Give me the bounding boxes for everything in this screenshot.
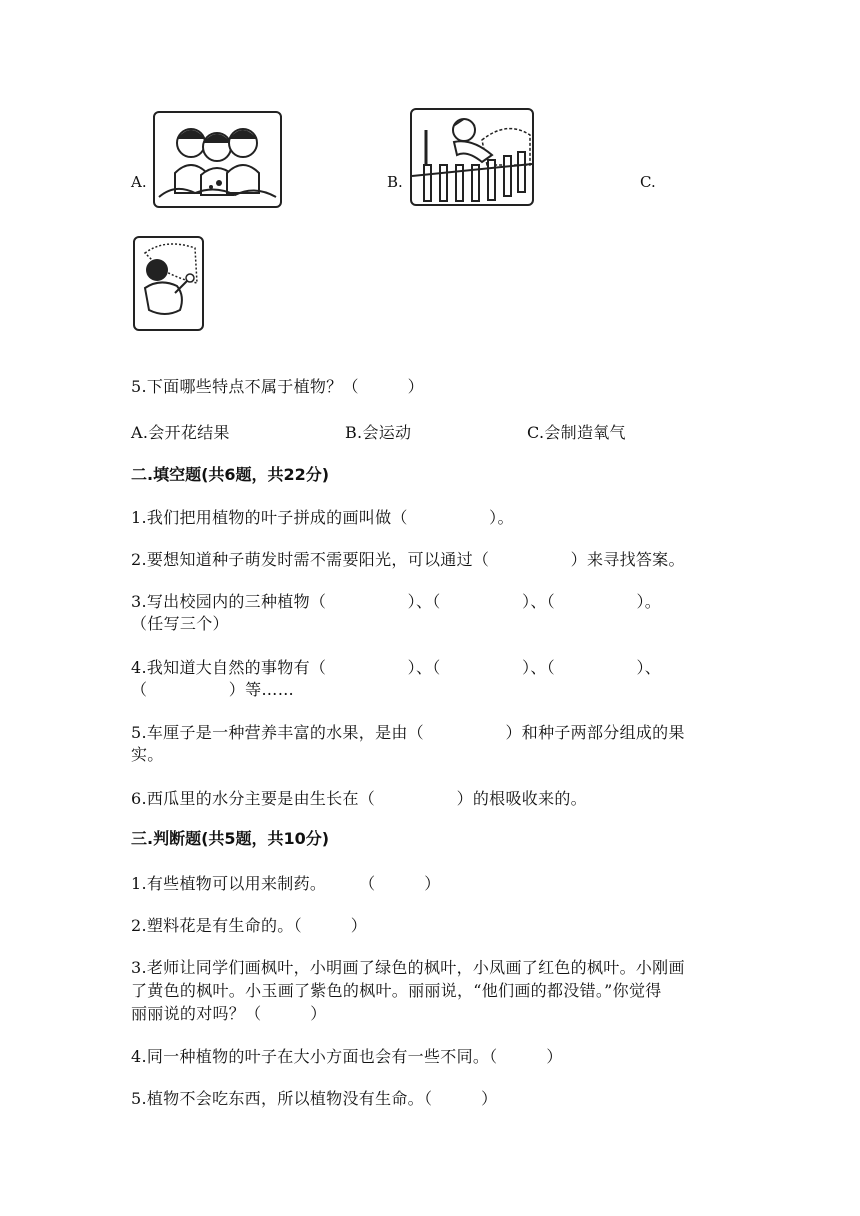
choice-q5-option-a: A.会开花结果: [131, 423, 230, 442]
choice-q5-stem: 5.下面哪些特点不属于植物？（ ）: [131, 377, 424, 396]
option-c-label: C.: [640, 173, 656, 191]
choice-q5-option-b: B.会运动: [345, 423, 412, 442]
fill-item-5-continued: 实。: [131, 745, 164, 764]
children-observing-picture: [153, 111, 282, 208]
child-smelling-flower-picture: [133, 236, 204, 331]
fill-item-4: 4.我知道大自然的事物有（ ）、（ ）、（ ）、: [131, 658, 662, 677]
woman-at-fence-illustration: [412, 110, 532, 204]
option-b-label: B.: [387, 173, 403, 191]
judge-item-3-line2: 了黄色的枫叶。小玉画了紫色的枫叶。丽丽说，“他们画的都没错。”你觉得: [131, 981, 662, 1000]
judge-item-3: 3.老师让同学们画枫叶，小明画了绿色的枫叶，小凤画了红色的枫叶。小刚画: [131, 958, 685, 977]
children-observing-illustration: [155, 113, 280, 206]
judge-item-1: 1.有些植物可以用来制药。 （ ）: [131, 874, 441, 893]
fill-item-2: 2.要想知道种子萌发时需不需要阳光，可以通过（ ）来寻找答案。: [131, 550, 685, 569]
judge-item-3-line3: 丽丽说的对吗？（ ）: [131, 1004, 327, 1023]
judge-item-2: 2.塑料花是有生命的。（ ）: [131, 916, 368, 935]
woman-at-fence-picture: [410, 108, 534, 206]
fill-item-4-continued: （ ）等……: [131, 680, 295, 699]
judge-item-4: 4.同一种植物的叶子在大小方面也会有一些不同。（ ）: [131, 1047, 563, 1066]
fill-item-3: 3.写出校园内的三种植物（ ）、（ ）、（ ）。: [131, 592, 662, 611]
fill-item-3-continued: （任写三个）: [131, 614, 229, 633]
judge-section-heading: 三.判断题(共5题，共10分): [131, 829, 330, 848]
choice-q5-option-c: C.会制造氧气: [527, 423, 626, 442]
fill-item-1: 1.我们把用植物的叶子拼成的画叫做（ ）。: [131, 508, 514, 527]
fill-section-heading: 二.填空题(共6题，共22分): [131, 465, 330, 484]
option-a-label: A.: [131, 173, 147, 191]
child-smelling-flower-illustration: [135, 238, 202, 329]
fill-item-5: 5.车厘子是一种营养丰富的水果，是由（ ）和种子两部分组成的果: [131, 723, 685, 742]
judge-item-5: 5.植物不会吃东西，所以植物没有生命。（ ）: [131, 1089, 498, 1108]
fill-item-6: 6.西瓜里的水分主要是由生长在（ ）的根吸收来的。: [131, 789, 587, 808]
